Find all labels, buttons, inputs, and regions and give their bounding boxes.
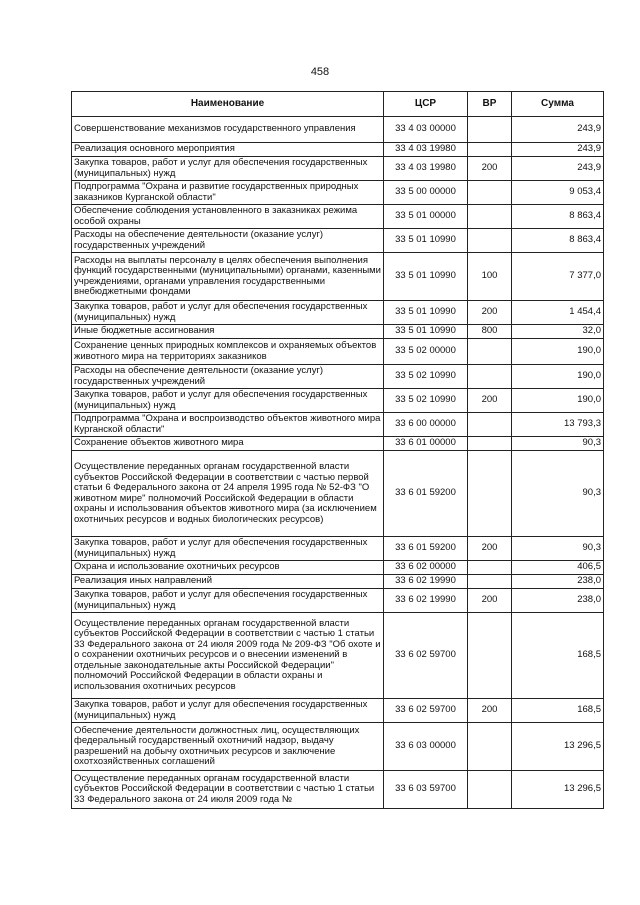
row-sum-cell: 90,3 xyxy=(512,451,604,537)
row-vr-cell xyxy=(468,143,512,157)
row-sum-cell: 90,3 xyxy=(512,537,604,561)
row-name-cell: Обеспечение деятельности должностных лиц, осуществляющих федеральный государственный охотничий надзор, выдачу разрешений на добычу охотничьих ресурсов и заключение охотхозяйственных соглашений xyxy=(72,723,384,771)
table-row xyxy=(72,301,604,325)
row-name-cell: Осуществление переданных органам государственной власти субъектов Российской Федерации в соответствии с частью первой статьи 6 Федерального закона от 24 апреля 1995 года № 52-ФЗ "О животном мире" полномочий Российской Федерации в области охраны и использования объектов животного мира (за исключением охотничьих ресурсов и водных биологических ресурсов) xyxy=(72,451,384,537)
row-name-cell: Охрана и использование охотничьих ресурсов xyxy=(72,561,384,575)
row-csr-cell: 33 6 02 59700 xyxy=(384,613,468,699)
row-name-cell: Реализация иных направлений xyxy=(72,575,384,589)
row-vr-cell: 200 xyxy=(468,589,512,613)
column-header-name: Наименование xyxy=(72,92,384,117)
row-sum-cell: 90,3 xyxy=(512,437,604,451)
row-sum-cell: 13 296,5 xyxy=(512,771,604,809)
row-vr-cell xyxy=(468,723,512,771)
row-sum-cell: 32,0 xyxy=(512,325,604,339)
row-name-cell: Сохранение ценных природных комплексов и охраняемых объектов животного мира на территориях заказников xyxy=(72,339,384,365)
table-row xyxy=(72,229,604,253)
table-body xyxy=(72,117,604,809)
table-row xyxy=(72,413,604,437)
table-row xyxy=(72,589,604,613)
row-vr-cell xyxy=(468,339,512,365)
table-row xyxy=(72,771,604,809)
row-csr-cell: 33 6 01 00000 xyxy=(384,437,468,451)
table-row xyxy=(72,561,604,575)
row-vr-cell: 200 xyxy=(468,537,512,561)
row-sum-cell: 9 053,4 xyxy=(512,181,604,205)
row-csr-cell: 33 6 02 00000 xyxy=(384,561,468,575)
row-csr-cell: 33 5 01 10990 xyxy=(384,325,468,339)
table-row xyxy=(72,699,604,723)
row-csr-cell: 33 5 01 00000 xyxy=(384,205,468,229)
row-csr-cell: 33 5 02 10990 xyxy=(384,365,468,389)
row-csr-cell: 33 6 01 59200 xyxy=(384,537,468,561)
table-row xyxy=(72,205,604,229)
row-sum-cell: 168,5 xyxy=(512,699,604,723)
row-csr-cell: 33 5 00 00000 xyxy=(384,181,468,205)
row-name-cell: Расходы на выплаты персоналу в целях обеспечения выполнения функций государственными (муниципальными) органами, казенными учреждениями, органами управления государственными внебюджетными фондами xyxy=(72,253,384,301)
row-csr-cell: 33 6 02 59700 xyxy=(384,699,468,723)
table-row xyxy=(72,157,604,181)
row-vr-cell xyxy=(468,437,512,451)
row-vr-cell: 800 xyxy=(468,325,512,339)
row-sum-cell: 190,0 xyxy=(512,365,604,389)
row-csr-cell: 33 4 03 19980 xyxy=(384,143,468,157)
row-sum-cell: 168,5 xyxy=(512,613,604,699)
row-vr-cell xyxy=(468,205,512,229)
row-vr-cell: 200 xyxy=(468,699,512,723)
row-name-cell: Сохранение объектов животного мира xyxy=(72,437,384,451)
row-sum-cell: 13 296,5 xyxy=(512,723,604,771)
row-csr-cell: 33 6 03 00000 xyxy=(384,723,468,771)
column-header-vr: ВР xyxy=(468,92,512,117)
row-sum-cell: 1 454,4 xyxy=(512,301,604,325)
table-row xyxy=(72,575,604,589)
row-vr-cell xyxy=(468,229,512,253)
row-csr-cell: 33 4 03 19980 xyxy=(384,157,468,181)
table-row xyxy=(72,325,604,339)
row-sum-cell: 13 793,3 xyxy=(512,413,604,437)
row-vr-cell xyxy=(468,561,512,575)
row-vr-cell xyxy=(468,413,512,437)
row-name-cell: Расходы на обеспечение деятельности (оказание услуг) государственных учреждений xyxy=(72,229,384,253)
row-name-cell: Осуществление переданных органам государственной власти субъектов Российской Федерации в соответствии с частью 1 статьи 33 Федерального закона от 24 июля 2009 года № xyxy=(72,771,384,809)
row-sum-cell: 190,0 xyxy=(512,389,604,413)
row-csr-cell: 33 6 01 59200 xyxy=(384,451,468,537)
row-vr-cell: 200 xyxy=(468,389,512,413)
table-row xyxy=(72,451,604,537)
row-name-cell: Обеспечение соблюдения установленного в заказниках режима особой охраны xyxy=(72,205,384,229)
row-vr-cell xyxy=(468,613,512,699)
table-row xyxy=(72,181,604,205)
row-vr-cell xyxy=(468,575,512,589)
row-sum-cell: 243,9 xyxy=(512,143,604,157)
row-csr-cell: 33 5 02 00000 xyxy=(384,339,468,365)
table-row xyxy=(72,339,604,365)
row-csr-cell: 33 5 01 10990 xyxy=(384,229,468,253)
row-csr-cell: 33 6 00 00000 xyxy=(384,413,468,437)
table-row xyxy=(72,117,604,143)
table-row xyxy=(72,365,604,389)
row-csr-cell: 33 5 01 10990 xyxy=(384,301,468,325)
row-name-cell: Закупка товаров, работ и услуг для обеспечения государственных (муниципальных) нужд xyxy=(72,589,384,613)
row-vr-cell xyxy=(468,365,512,389)
row-sum-cell: 238,0 xyxy=(512,575,604,589)
row-name-cell: Совершенствование механизмов государственного управления xyxy=(72,117,384,143)
row-vr-cell xyxy=(468,451,512,537)
row-vr-cell: 200 xyxy=(468,301,512,325)
row-name-cell: Осуществление переданных органам государственной власти субъектов Российской Федерации в соответствии с частью 1 статьи 33 Федерального закона от 24 июля 2009 года № 209-ФЗ "Об охоте и о сохранении охотничьих ресурсов и о внесении изменений в отдельные законодательные акты Российской Федерации" полномочий Российской Федерации в области охраны и использования охотничьих ресурсов xyxy=(72,613,384,699)
row-sum-cell: 238,0 xyxy=(512,589,604,613)
row-sum-cell: 243,9 xyxy=(512,117,604,143)
table-row xyxy=(72,143,604,157)
row-sum-cell: 406,5 xyxy=(512,561,604,575)
row-name-cell: Реализация основного мероприятия xyxy=(72,143,384,157)
table-row xyxy=(72,253,604,301)
table-row xyxy=(72,389,604,413)
row-name-cell: Подпрограмма "Охрана и воспроизводство объектов животного мира Курганской области" xyxy=(72,413,384,437)
row-csr-cell: 33 6 03 59700 xyxy=(384,771,468,809)
row-name-cell: Подпрограмма "Охрана и развитие государственных природных заказников Курганской области" xyxy=(72,181,384,205)
row-sum-cell: 8 863,4 xyxy=(512,229,604,253)
table-row xyxy=(72,537,604,561)
row-sum-cell: 243,9 xyxy=(512,157,604,181)
row-name-cell: Иные бюджетные ассигнования xyxy=(72,325,384,339)
row-sum-cell: 7 377,0 xyxy=(512,253,604,301)
table-header-row xyxy=(72,92,604,117)
row-vr-cell xyxy=(468,771,512,809)
row-vr-cell xyxy=(468,117,512,143)
row-vr-cell xyxy=(468,181,512,205)
row-sum-cell: 190,0 xyxy=(512,339,604,365)
row-csr-cell: 33 5 01 10990 xyxy=(384,253,468,301)
row-name-cell: Закупка товаров, работ и услуг для обеспечения государственных (муниципальных) нужд xyxy=(72,389,384,413)
budget-table xyxy=(71,91,604,809)
row-vr-cell: 100 xyxy=(468,253,512,301)
table-row xyxy=(72,437,604,451)
column-header-sum: Сумма xyxy=(512,92,604,117)
row-name-cell: Расходы на обеспечение деятельности (оказание услуг) государственных учреждений xyxy=(72,365,384,389)
row-csr-cell: 33 5 02 10990 xyxy=(384,389,468,413)
row-vr-cell: 200 xyxy=(468,157,512,181)
row-name-cell: Закупка товаров, работ и услуг для обеспечения государственных (муниципальных) нужд xyxy=(72,301,384,325)
table-row xyxy=(72,723,604,771)
row-sum-cell: 8 863,4 xyxy=(512,205,604,229)
row-name-cell: Закупка товаров, работ и услуг для обеспечения государственных (муниципальных) нужд xyxy=(72,699,384,723)
row-csr-cell: 33 6 02 19990 xyxy=(384,575,468,589)
column-header-csr: ЦСР xyxy=(384,92,468,117)
row-name-cell: Закупка товаров, работ и услуг для обеспечения государственных (муниципальных) нужд xyxy=(72,157,384,181)
page-number: 458 xyxy=(310,66,330,78)
row-csr-cell: 33 6 02 19990 xyxy=(384,589,468,613)
row-name-cell: Закупка товаров, работ и услуг для обеспечения государственных (муниципальных) нужд xyxy=(72,537,384,561)
row-csr-cell: 33 4 03 00000 xyxy=(384,117,468,143)
table-row xyxy=(72,613,604,699)
